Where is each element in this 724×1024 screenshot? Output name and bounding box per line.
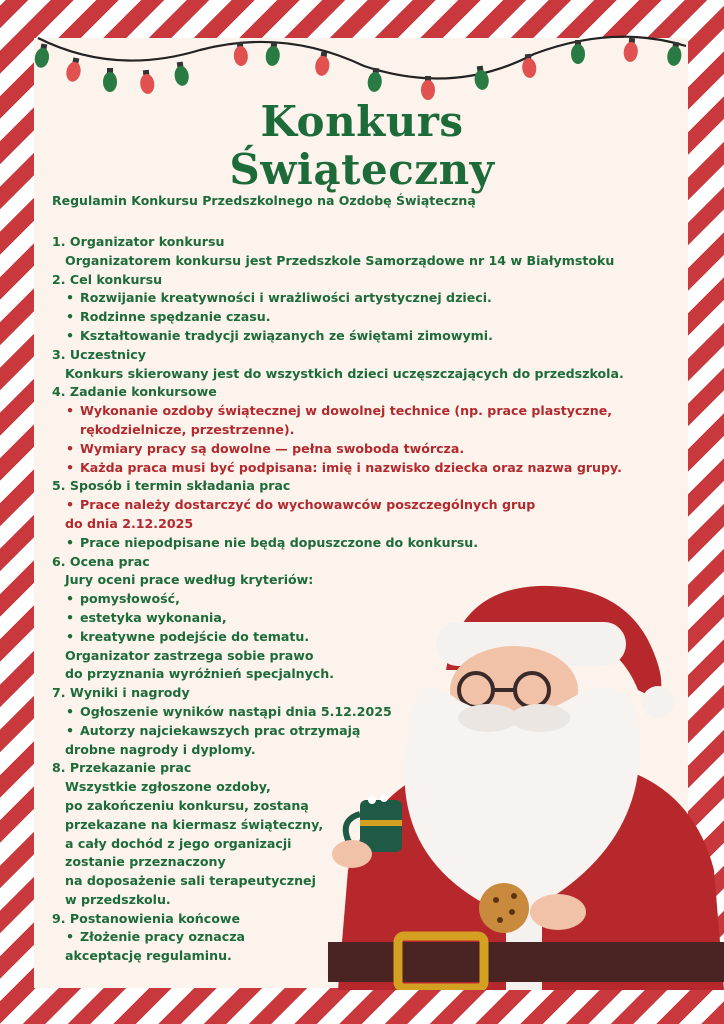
section-text: zostanie przeznaczony bbox=[65, 854, 226, 870]
section-text: drobne nagrody i dyplomy. bbox=[65, 741, 256, 757]
section-heading: 3. Uczestnicy bbox=[52, 346, 146, 362]
section-heading: 7. Wyniki i nagrody bbox=[52, 685, 190, 701]
bullet-icon: • bbox=[66, 403, 75, 419]
list-item bbox=[52, 402, 652, 421]
list-item bbox=[52, 308, 652, 327]
bullet-icon: • bbox=[66, 591, 75, 607]
list-item-text: Prace niepodpisane nie będą dopuszczone do konkursu. bbox=[80, 534, 479, 550]
list-item bbox=[52, 327, 652, 346]
list-item bbox=[52, 496, 652, 515]
section-text: akceptację regulaminu. bbox=[65, 948, 232, 964]
list-item-text: Rodzinne spędzanie czasu. bbox=[80, 309, 271, 325]
list-item-text: Kształtowanie tradycji związanych ze świętami zimowymi. bbox=[80, 327, 493, 343]
list-item-text: pomysłowość, bbox=[80, 591, 180, 607]
bullet-icon: • bbox=[66, 628, 75, 644]
list-item-text: Złożenie pracy oznacza bbox=[80, 929, 246, 945]
deadline-text: do dnia 2.12.2025 bbox=[65, 515, 194, 531]
list-item-text: estetyka wykonania, bbox=[80, 609, 227, 625]
section-text: Organizatorem konkursu jest Przedszkole Samorządowe nr 14 w Białymstoku bbox=[65, 252, 615, 268]
bullet-icon: • bbox=[66, 722, 75, 738]
section-text: przekazane na kiermasz świąteczny, bbox=[65, 816, 324, 832]
list-item bbox=[52, 289, 652, 308]
list-item-text: Ogłoszenie wyników nastąpi dnia 5.12.2025 bbox=[80, 703, 392, 719]
poster-subtitle: Regulamin Konkursu Przedszkolnego na Ozdobę Świąteczną bbox=[52, 193, 476, 208]
list-item bbox=[52, 534, 652, 553]
section-heading: 2. Cel konkursu bbox=[52, 271, 163, 287]
section-heading: 5. Sposób i termin składania prac bbox=[52, 478, 291, 494]
list-item-text: kreatywne podejście do tematu. bbox=[80, 628, 310, 644]
bullet-icon: • bbox=[66, 309, 75, 325]
section-text: Jury oceni prace według kryteriów: bbox=[65, 572, 314, 588]
list-item-text: Autorzy najciekawszych prac otrzymają bbox=[80, 722, 361, 738]
list-item-text: Wymiary pracy są dowolne — pełna swoboda twórcza. bbox=[80, 440, 465, 456]
section-text: po zakończeniu konkursu, zostaną bbox=[65, 797, 309, 813]
bullet-icon: • bbox=[66, 534, 75, 550]
bullet-icon: • bbox=[66, 703, 75, 719]
bullet-icon: • bbox=[66, 290, 75, 306]
list-item-text: Rozwijanie kreatywności i wrażliwości artystycznej dzieci. bbox=[80, 290, 492, 306]
section-heading: 6. Ocena prac bbox=[52, 553, 150, 569]
section-text: do przyznania wyróżnień specjalnych. bbox=[65, 666, 335, 682]
section-text: na doposażenie sali terapeutycznej bbox=[65, 873, 316, 889]
list-item-text: Każda praca musi być podpisana: imię i nazwisko dziecka oraz nazwa grupy. bbox=[80, 459, 622, 475]
section-heading: 9. Postanowienia końcowe bbox=[52, 910, 241, 926]
section-heading: 8. Przekazanie prac bbox=[52, 760, 192, 776]
section-text: w przedszkolu. bbox=[65, 891, 171, 907]
bullet-icon: • bbox=[66, 459, 75, 475]
section-heading: 4. Zadanie konkursowe bbox=[52, 384, 217, 400]
section-text: Organizator zastrzega sobie prawo bbox=[65, 647, 314, 663]
section-heading: 1. Organizator konkursu bbox=[52, 234, 225, 249]
list-item-text: Prace należy dostarczyć do wychowawców poszczególnych grup bbox=[80, 497, 536, 513]
bullet-icon: • bbox=[66, 497, 75, 513]
list-item-text: rękodzielnicze, przestrzenne). bbox=[80, 421, 295, 437]
poster-title-line2: Świąteczny bbox=[229, 145, 495, 194]
section-text: a cały dochód z jego organizacji bbox=[65, 835, 292, 851]
bullet-icon: • bbox=[66, 440, 75, 456]
bullet-icon: • bbox=[66, 609, 75, 625]
poster-title-line1: Konkurs bbox=[260, 97, 464, 146]
list-item-text: Wykonanie ozdoby świątecznej w dowolnej technice (np. prace plastyczne, bbox=[80, 403, 613, 419]
bullet-icon: • bbox=[66, 929, 75, 945]
bullet-icon: • bbox=[66, 327, 75, 343]
list-item-continuation bbox=[52, 421, 652, 440]
section-text: Wszystkie zgłoszone ozdoby, bbox=[65, 779, 271, 795]
section-text: Konkurs skierowany jest do wszystkich dzieci uczęszczających do przedszkola. bbox=[65, 365, 624, 381]
santa-claus-illustration bbox=[318, 570, 724, 990]
list-item bbox=[52, 440, 652, 459]
list-item bbox=[52, 459, 652, 478]
